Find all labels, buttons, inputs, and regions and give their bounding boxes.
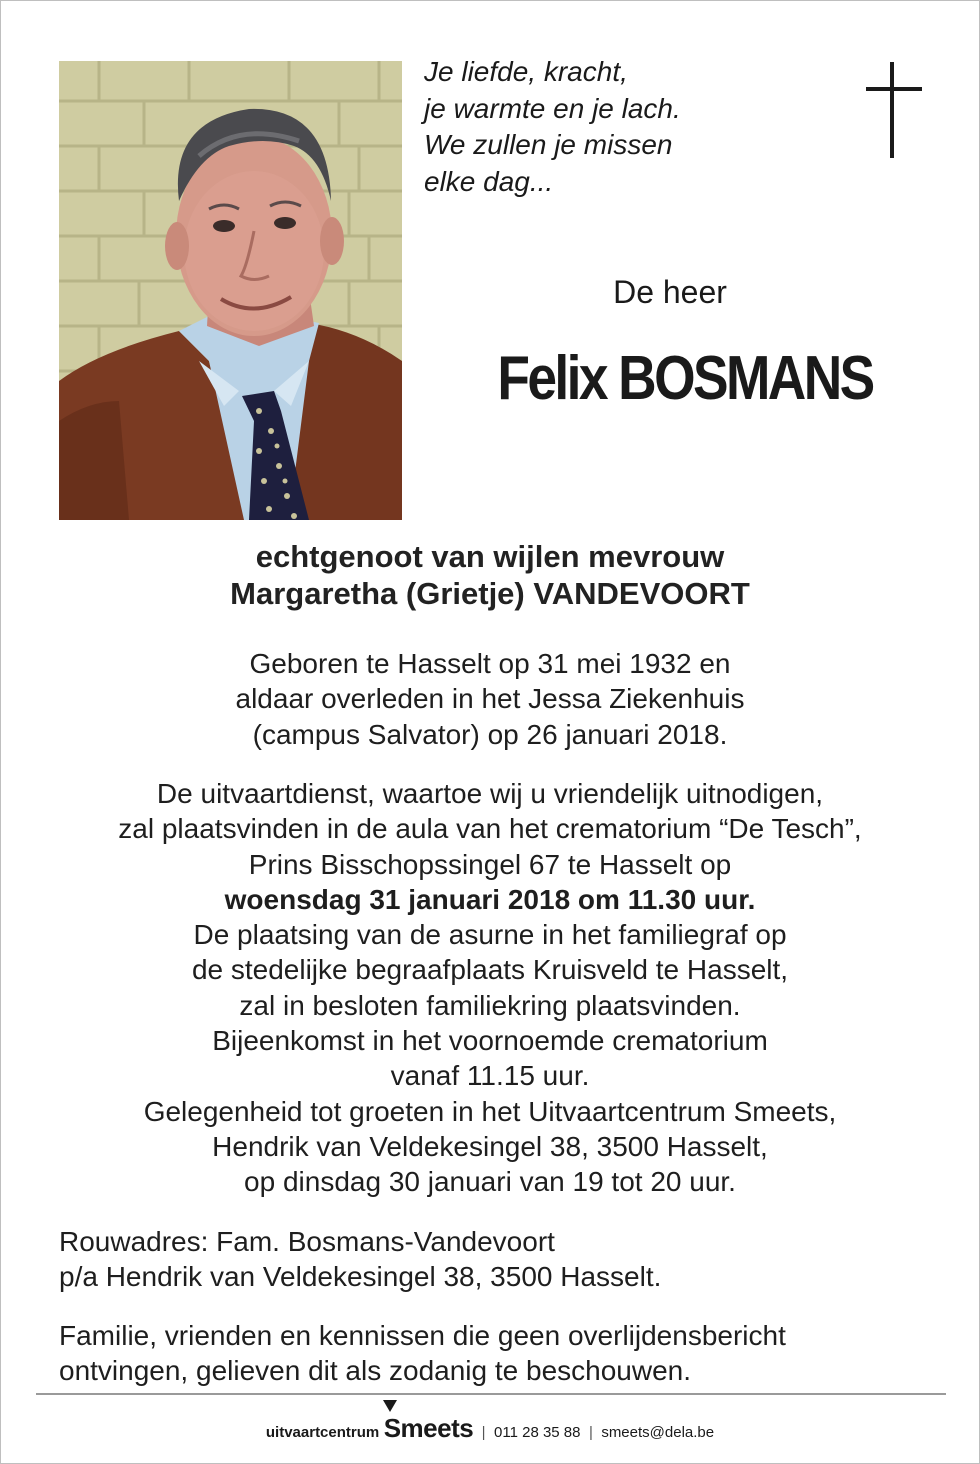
notice — [59, 1318, 939, 1388]
portrait-photo — [59, 61, 402, 520]
honorific-title: De heer — [613, 274, 727, 310]
triangle-icon — [383, 1400, 397, 1412]
footer-email: smeets@dela.be — [601, 1424, 715, 1441]
text-line: vanaf 11.15 uur. — [390, 1060, 590, 1092]
text-line: aldaar overleden in het Jessa Ziekenhuis — [235, 683, 745, 715]
text-line: Gelegenheid tot groeten in het Uitvaartcentrum Smeets, — [143, 1095, 837, 1127]
poem-line: je warmte en je lach. — [424, 92, 681, 124]
text-line: Prins Bisschopssingel 67 te Hasselt op — [248, 848, 732, 880]
poem-line: We zullen je missen — [424, 129, 673, 160]
text-line: De plaatsing van de asurne in het familiegraf op — [193, 919, 787, 951]
text-line: (campus Salvator) op 26 januari 2018. — [252, 718, 728, 750]
spouse-info — [60, 538, 920, 612]
footer-phone: 011 28 35 88 — [494, 1424, 581, 1441]
text-line: p/a Hendrik van Veldekesingel 38, 3500 Hasselt. — [59, 1261, 662, 1292]
footer-separator: | — [588, 1424, 593, 1441]
footer — [0, 1413, 980, 1443]
text-line: ontvingen, gelieven dit als zodanig te beschouwen. — [59, 1355, 691, 1386]
poem-line: Je liefde, kracht, — [424, 56, 628, 87]
text-line: Hendrik van Veldekesingel 38, 3500 Hasselt, — [212, 1130, 768, 1162]
text-line: de stedelijke begraafplaats Kruisveld te Hasselt, — [191, 954, 789, 986]
cross-icon — [866, 62, 922, 158]
text-line: Bijeenkomst in het voornoemde crematorium — [212, 1025, 768, 1057]
spouse-name: Margaretha (Grietje) VANDEVOORT — [230, 576, 750, 611]
birth-death-info — [40, 646, 940, 752]
spouse-line: echtgenoot van wijlen mevrouw — [255, 539, 725, 574]
ceremony-date: woensdag 31 januari 2018 om 11.30 uur. — [224, 883, 756, 915]
divider — [36, 1393, 946, 1395]
text-line: Familie, vrienden en kennissen die geen overlijdensbericht — [59, 1320, 786, 1351]
text-line: Rouwadres: Fam. Bosmans-Vandevoort — [59, 1226, 555, 1257]
mourning-address — [59, 1224, 939, 1294]
text-line: zal plaatsvinden in de aula van het crematorium “De Tesch”, — [118, 813, 862, 845]
ceremony-info — [40, 776, 940, 1200]
poem — [424, 54, 804, 200]
text-line: op dinsdag 30 januari van 19 tot 20 uur. — [244, 1166, 736, 1198]
footer-brand: Smeets — [383, 1413, 474, 1443]
footer-prefix: uitvaartcentrum — [265, 1424, 380, 1441]
text-line: Geboren te Hasselt op 31 mei 1932 en — [249, 648, 731, 679]
text-line: De uitvaartdienst, waartoe wij u vriendelijk uitnodigen, — [156, 778, 824, 809]
text-line: zal in besloten familiekring plaatsvinden. — [239, 989, 741, 1021]
poem-line: elke dag... — [424, 165, 554, 197]
deceased-name: Felix BOSMANS — [497, 344, 873, 413]
footer-separator: | — [481, 1424, 486, 1441]
